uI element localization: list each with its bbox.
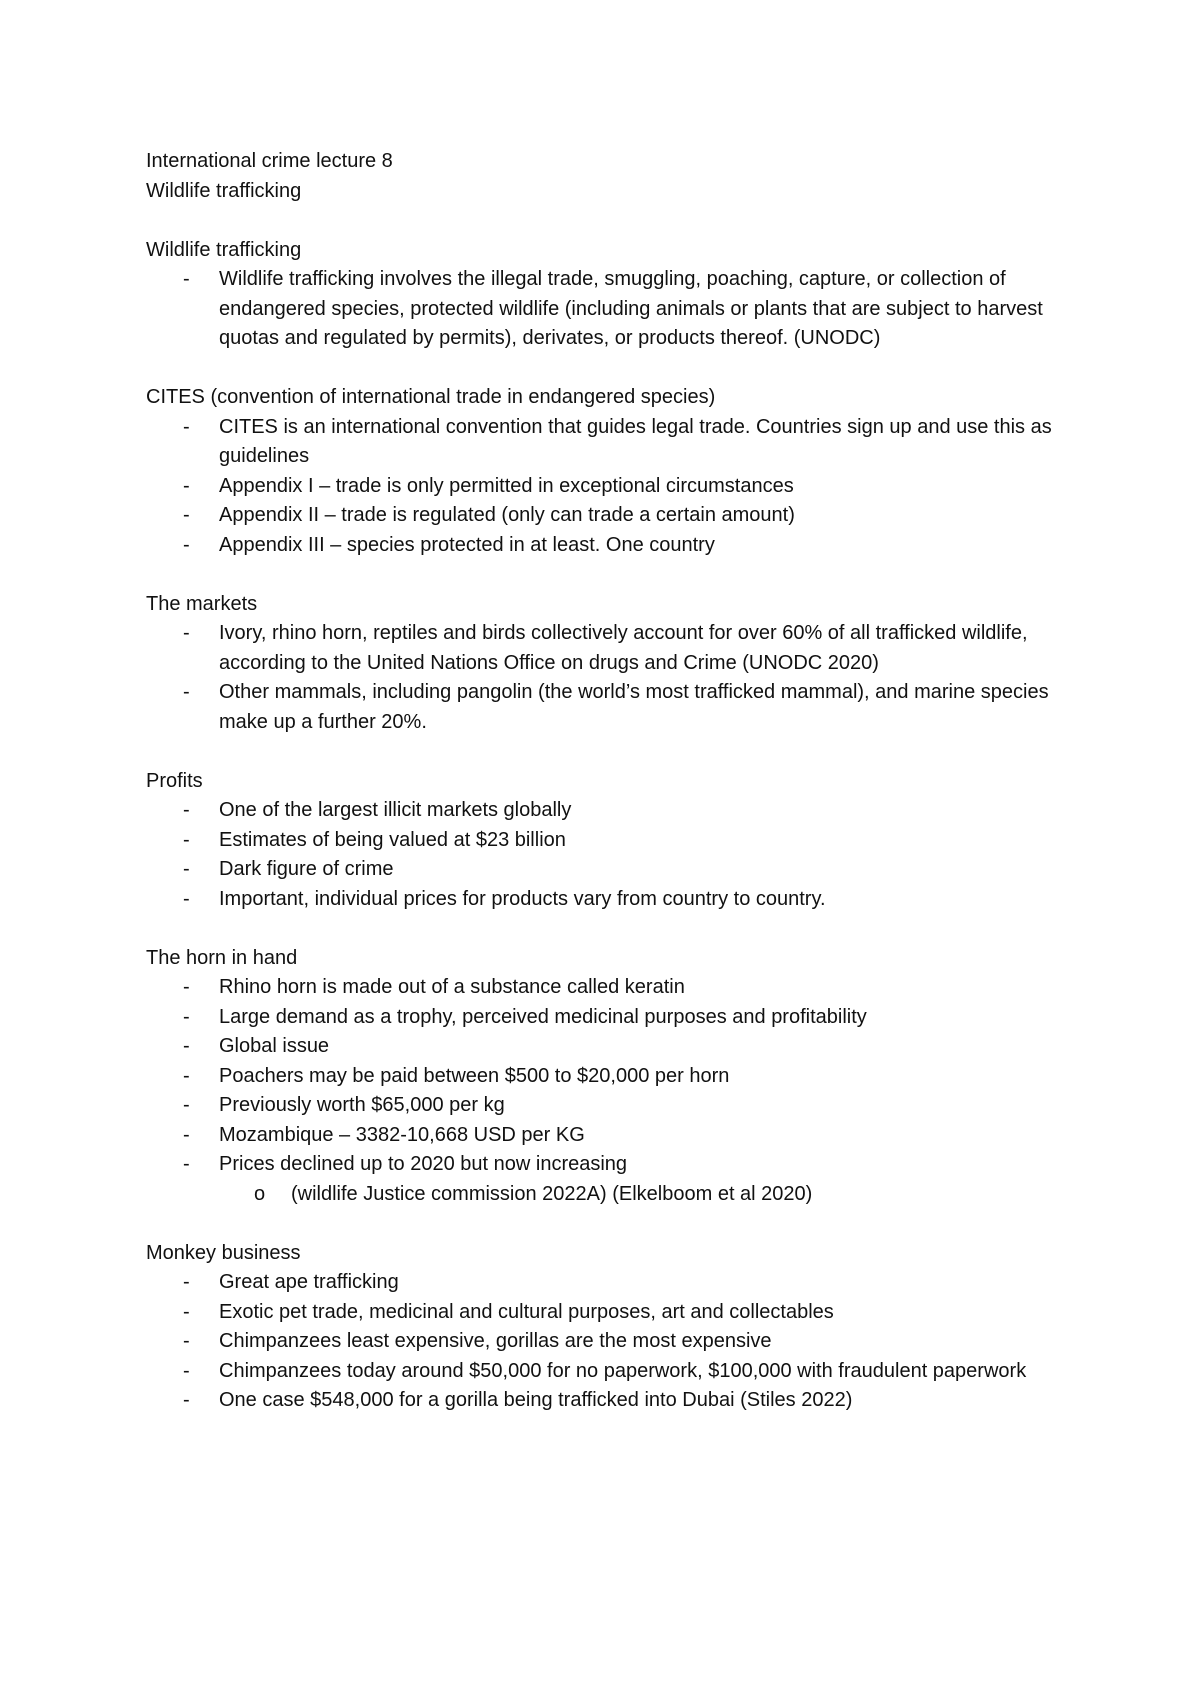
- dash-marker: -: [183, 474, 190, 497]
- dash-marker: -: [183, 1035, 190, 1057]
- list-item: [146, 826, 1076, 856]
- list-item: [146, 1327, 1076, 1357]
- sub-list-item: [146, 1180, 1076, 1210]
- list-item-text: Appendix III – species protected in at least. One country: [219, 533, 715, 556]
- dash-marker: -: [183, 976, 190, 998]
- section-cites: [146, 383, 1076, 560]
- list-item: [146, 1062, 1076, 1092]
- list-item: [146, 678, 1076, 737]
- spacer: [146, 560, 1076, 590]
- list-item: [146, 619, 1076, 678]
- list-item: [146, 1091, 1076, 1121]
- spacer: [146, 737, 1076, 767]
- spacer: [146, 1209, 1076, 1239]
- list-item: [146, 1003, 1076, 1033]
- list-item: [146, 1121, 1076, 1151]
- list-item-text: One of the largest illicit markets globally: [219, 799, 572, 821]
- list-item-text: Appendix I – trade is only permitted in exceptional circumstances: [219, 474, 794, 497]
- section-heading: Wildlife trafficking: [146, 238, 302, 261]
- dash-marker: -: [183, 1064, 190, 1087]
- document-page: [146, 147, 1076, 1416]
- spacer: [146, 914, 1076, 944]
- dash-marker: -: [183, 1271, 190, 1293]
- list-item-text: One case $548,000 for a gorilla being trafficked into Dubai (Stiles 2022): [219, 1389, 853, 1411]
- list-item: [146, 1357, 1076, 1387]
- list-item: [146, 885, 1076, 915]
- dash-marker: -: [183, 504, 190, 526]
- section-wildlife-trafficking: [146, 236, 1076, 354]
- dash-marker: -: [183, 799, 190, 821]
- dash-marker: -: [183, 1330, 190, 1352]
- list-item: [146, 1150, 1076, 1180]
- dash-marker: -: [183, 858, 190, 880]
- dash-marker: -: [183, 415, 190, 438]
- list-item: [146, 796, 1076, 826]
- list-item-text: Estimates of being valued at $23 billion: [219, 828, 566, 851]
- dash-marker: -: [183, 533, 190, 556]
- spacer: [146, 206, 1076, 236]
- dash-marker: -: [183, 1005, 190, 1028]
- section-the-markets: [146, 590, 1076, 738]
- dash-marker: -: [183, 1123, 190, 1146]
- section-profits: [146, 767, 1076, 915]
- list-item-text: Poachers may be paid between $500 to $20,000 per horn: [219, 1064, 730, 1087]
- dash-marker: -: [183, 1153, 190, 1175]
- list-item: [146, 1386, 1076, 1416]
- dash-marker: -: [183, 1389, 190, 1411]
- list-item-text: Mozambique – 3382-10,668 USD per KG: [219, 1123, 585, 1146]
- list-item-text: CITES is an international convention that guides legal trade. Countries sign up and use this as guidelines: [219, 415, 1052, 467]
- section-heading: Monkey business: [146, 1241, 301, 1264]
- list-item-text: Appendix II – trade is regulated (only can trade a certain amount): [219, 504, 795, 526]
- list-item: [146, 501, 1076, 531]
- list-item: [146, 855, 1076, 885]
- list-item-text: Global issue: [219, 1035, 330, 1057]
- list-item: [146, 1268, 1076, 1298]
- dash-marker: -: [183, 681, 190, 703]
- list-item: [146, 1032, 1076, 1062]
- section-heading: The horn in hand: [146, 946, 298, 969]
- list-item: [146, 413, 1076, 472]
- dash-marker: -: [183, 1094, 190, 1116]
- sub-list-item-text: (wildlife Justice commission 2022A) (Elkelboom et al 2020): [291, 1182, 813, 1205]
- list-item-text: Great ape trafficking: [219, 1271, 399, 1293]
- list-item: [146, 265, 1076, 354]
- document-subtitle: Wildlife trafficking: [146, 179, 302, 202]
- list-item-text: Exotic pet trade, medicinal and cultural purposes, art and collectables: [219, 1300, 834, 1323]
- section-heading: CITES (convention of international trade in endangered species): [146, 386, 716, 408]
- list-item-text: Wildlife trafficking involves the illegal trade, smuggling, poaching, capture, or collection of endangered species, protected wildlife (including animals or plants that are subject to harvest quotas and regulated by permits), derivates, or products thereof. (UNODC): [219, 268, 1043, 349]
- section-the-horn-in-hand: [146, 944, 1076, 1210]
- dash-marker: -: [183, 887, 190, 910]
- list-item-text: Prices declined up to 2020 but now increasing: [219, 1153, 628, 1175]
- list-item-text: Important, individual prices for products vary from country to country.: [219, 887, 826, 910]
- document-title: International crime lecture 8: [146, 150, 393, 172]
- list-item-text: Other mammals, including pangolin (the world’s most trafficked mammal), and marine species make up a further 20%.: [219, 681, 1049, 733]
- section-monkey-business: [146, 1239, 1076, 1416]
- sub-bullet-marker: o: [254, 1182, 266, 1205]
- list-item-text: Chimpanzees least expensive, gorillas are the most expensive: [219, 1330, 772, 1352]
- spacer: [146, 354, 1076, 384]
- list-item-text: Large demand as a trophy, perceived medicinal purposes and profitability: [219, 1005, 867, 1028]
- list-item: [146, 472, 1076, 502]
- dash-marker: -: [183, 268, 190, 290]
- dash-marker: -: [183, 1300, 190, 1323]
- dash-marker: -: [183, 622, 190, 644]
- dash-marker: -: [183, 1359, 190, 1382]
- list-item-text: Rhino horn is made out of a substance called keratin: [219, 976, 685, 998]
- section-heading: Profits: [146, 769, 203, 792]
- list-item-text: Chimpanzees today around $50,000 for no paperwork, $100,000 with fraudulent paperwork: [219, 1359, 1027, 1382]
- list-item: [146, 973, 1076, 1003]
- list-item-text: Dark figure of crime: [219, 858, 394, 880]
- list-item: [146, 531, 1076, 561]
- section-heading: The markets: [146, 592, 258, 615]
- list-item: [146, 1298, 1076, 1328]
- dash-marker: -: [183, 828, 190, 851]
- list-item-text: Previously worth $65,000 per kg: [219, 1094, 505, 1116]
- list-item-text: Ivory, rhino horn, reptiles and birds collectively account for over 60% of all trafficked wildlife, according to the United Nations Office on drugs and Crime (UNODC 2020): [219, 622, 1028, 674]
